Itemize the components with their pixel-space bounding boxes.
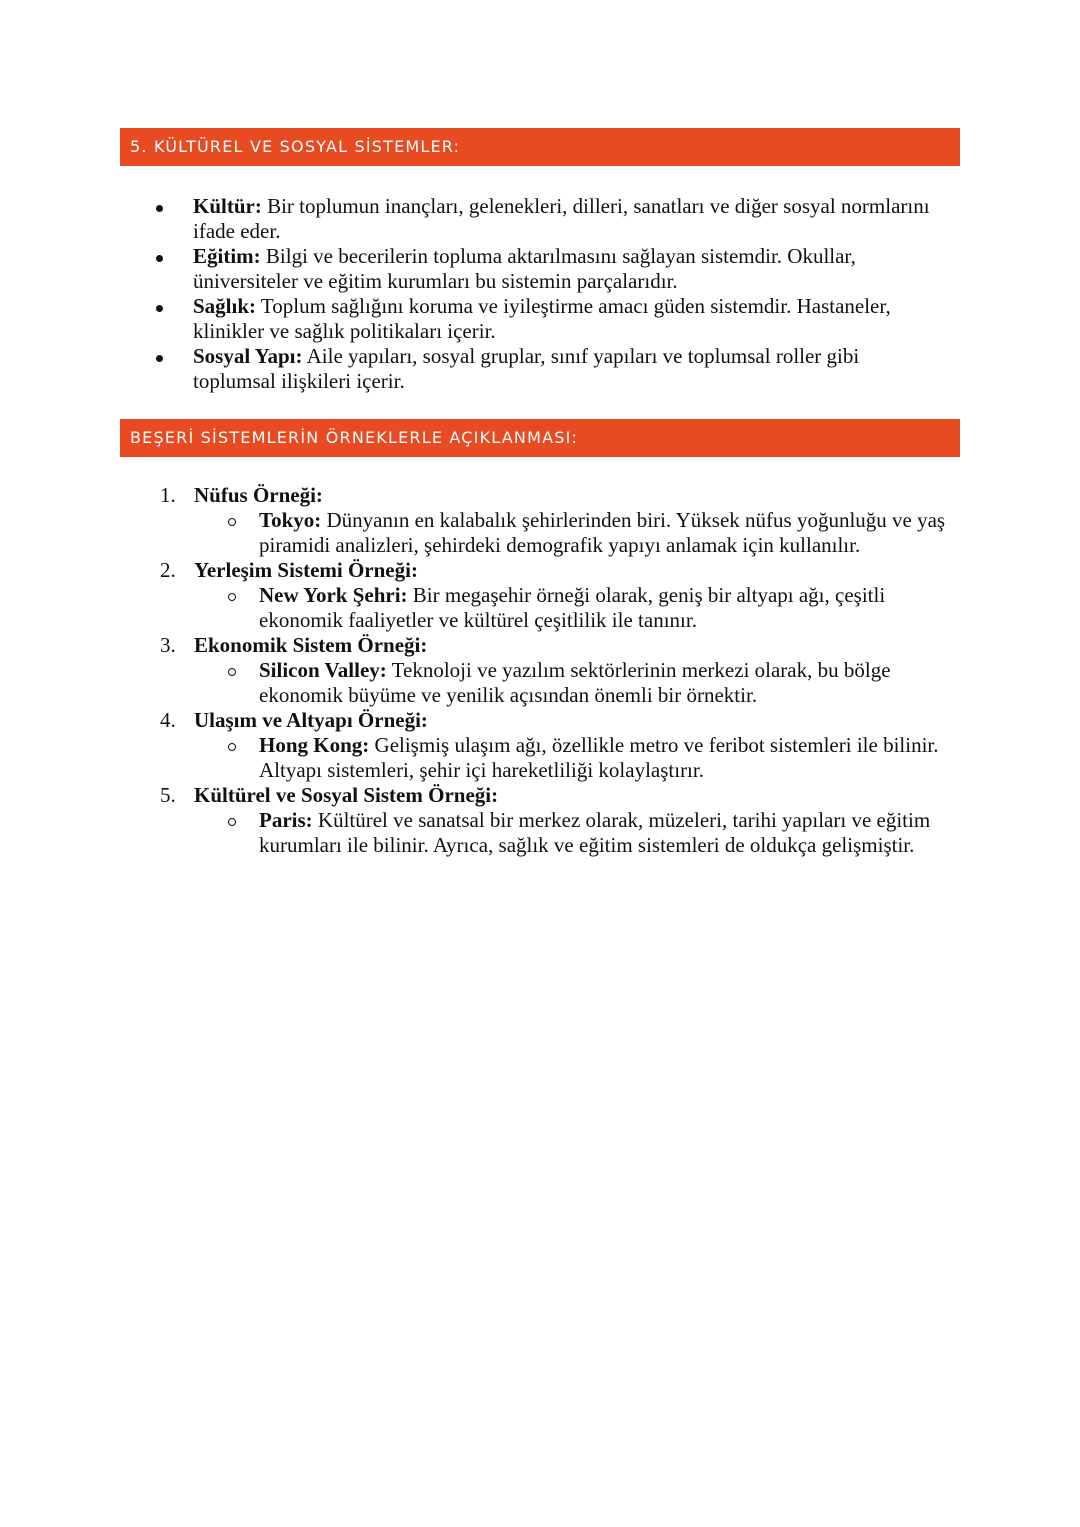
list-item (160, 783, 950, 858)
term-description: Toplum sağlığını koruma ve iyileştirme amacı güden sistemdir. Hastaneler, klinikler ve sağlık politikaları içerir. (193, 294, 891, 343)
sub-item (259, 658, 949, 708)
sub-item (259, 808, 949, 858)
sub-description: Bir megaşehir örneği olarak, geniş bir altyapı ağı, çeşitli ekonomik faaliyetler ve kültürel çeşitlilik ile tanınır. (259, 583, 886, 632)
circle-bullet-icon (228, 518, 236, 526)
human-systems-examples-list (160, 483, 950, 858)
term-description: Aile yapıları, sosyal gruplar, sınıf yapıları ve toplumsal roller gibi toplumsal ilişkileri içerir. (193, 344, 860, 393)
list-item (160, 633, 950, 708)
circle-bullet-icon (228, 743, 236, 751)
sub-term: Hong Kong: (259, 733, 370, 757)
list-item (193, 194, 943, 244)
bullet-icon (156, 305, 163, 312)
bullet-icon (156, 255, 163, 262)
sub-item (259, 733, 949, 783)
sub-term: Paris: (259, 808, 313, 832)
sub-term: Tokyo: (259, 508, 322, 532)
term-label: Sosyal Yapı: (193, 344, 303, 368)
sub-description: Gelişmiş ulaşım ağı, özellikle metro ve feribot sistemleri ile bilinir. Altyapı sistemleri, şehir içi hareketliliği kolaylaştırır. (259, 733, 939, 782)
circle-bullet-icon (228, 593, 236, 601)
circle-bullet-icon (228, 668, 236, 676)
item-title: Ekonomik Sistem Örneği: (194, 633, 428, 657)
list-item (193, 244, 943, 294)
item-number: 4. (160, 708, 176, 732)
sub-term: New York Şehri: (259, 583, 408, 607)
list-item (160, 708, 950, 783)
cultural-systems-list (193, 194, 943, 394)
item-number: 2. (160, 558, 176, 582)
term-label: Sağlık: (193, 294, 257, 318)
list-item (193, 344, 943, 394)
sub-description: Kültürel ve sanatsal bir merkez olarak, müzeleri, tarihi yapıları ve eğitim kurumları ile bilinir. Ayrıca, sağlık ve eğitim sistemleri de oldukça gelişmiştir. (259, 808, 931, 857)
item-number: 1. (160, 483, 176, 507)
item-title: Nüfus Örneği: (194, 483, 323, 507)
circle-bullet-icon (228, 818, 236, 826)
bullet-icon (156, 355, 163, 362)
term-label: Kültür: (193, 194, 262, 218)
item-title: Yerleşim Sistemi Örneği: (194, 558, 418, 582)
sub-item (259, 583, 949, 633)
sub-item (259, 508, 949, 558)
term-description: Bilgi ve becerilerin topluma aktarılmasını sağlayan sistemdir. Okullar, üniversiteler ve eğitim kurumları bu sistemin parçalarıdır. (193, 244, 856, 293)
term-label: Eğitim: (193, 244, 261, 268)
sub-term: Silicon Valley: (259, 658, 387, 682)
list-item (193, 294, 943, 344)
section-heading-cultural-social-systems: 5. KÜLTÜREL VE SOSYAL SİSTEMLER: (120, 128, 960, 166)
list-item (160, 483, 950, 558)
sub-description: Dünyanın en kalabalık şehirlerinden biri. Yüksek nüfus yoğunluğu ve yaş piramidi analizleri, şehirdeki demografik yapıyı anlamak için kullanılır. (259, 508, 946, 557)
item-title: Kültürel ve Sosyal Sistem Örneği: (194, 783, 499, 807)
term-description: Bir toplumun inançları, gelenekleri, dilleri, sanatları ve diğer sosyal normlarını ifade eder. (193, 194, 930, 243)
item-title: Ulaşım ve Altyapı Örneği: (194, 708, 428, 732)
bullet-icon (156, 205, 163, 212)
item-number: 5. (160, 783, 176, 807)
sub-description: Teknoloji ve yazılım sektörlerinin merkezi olarak, bu bölge ekonomik büyüme ve yenilik açısından önemli bir örnektir. (259, 658, 891, 707)
item-number: 3. (160, 633, 176, 657)
section-heading-human-systems-examples: BEŞERİ SİSTEMLERİN ÖRNEKLERLE AÇIKLANMASI: (120, 419, 960, 457)
list-item (160, 558, 950, 633)
